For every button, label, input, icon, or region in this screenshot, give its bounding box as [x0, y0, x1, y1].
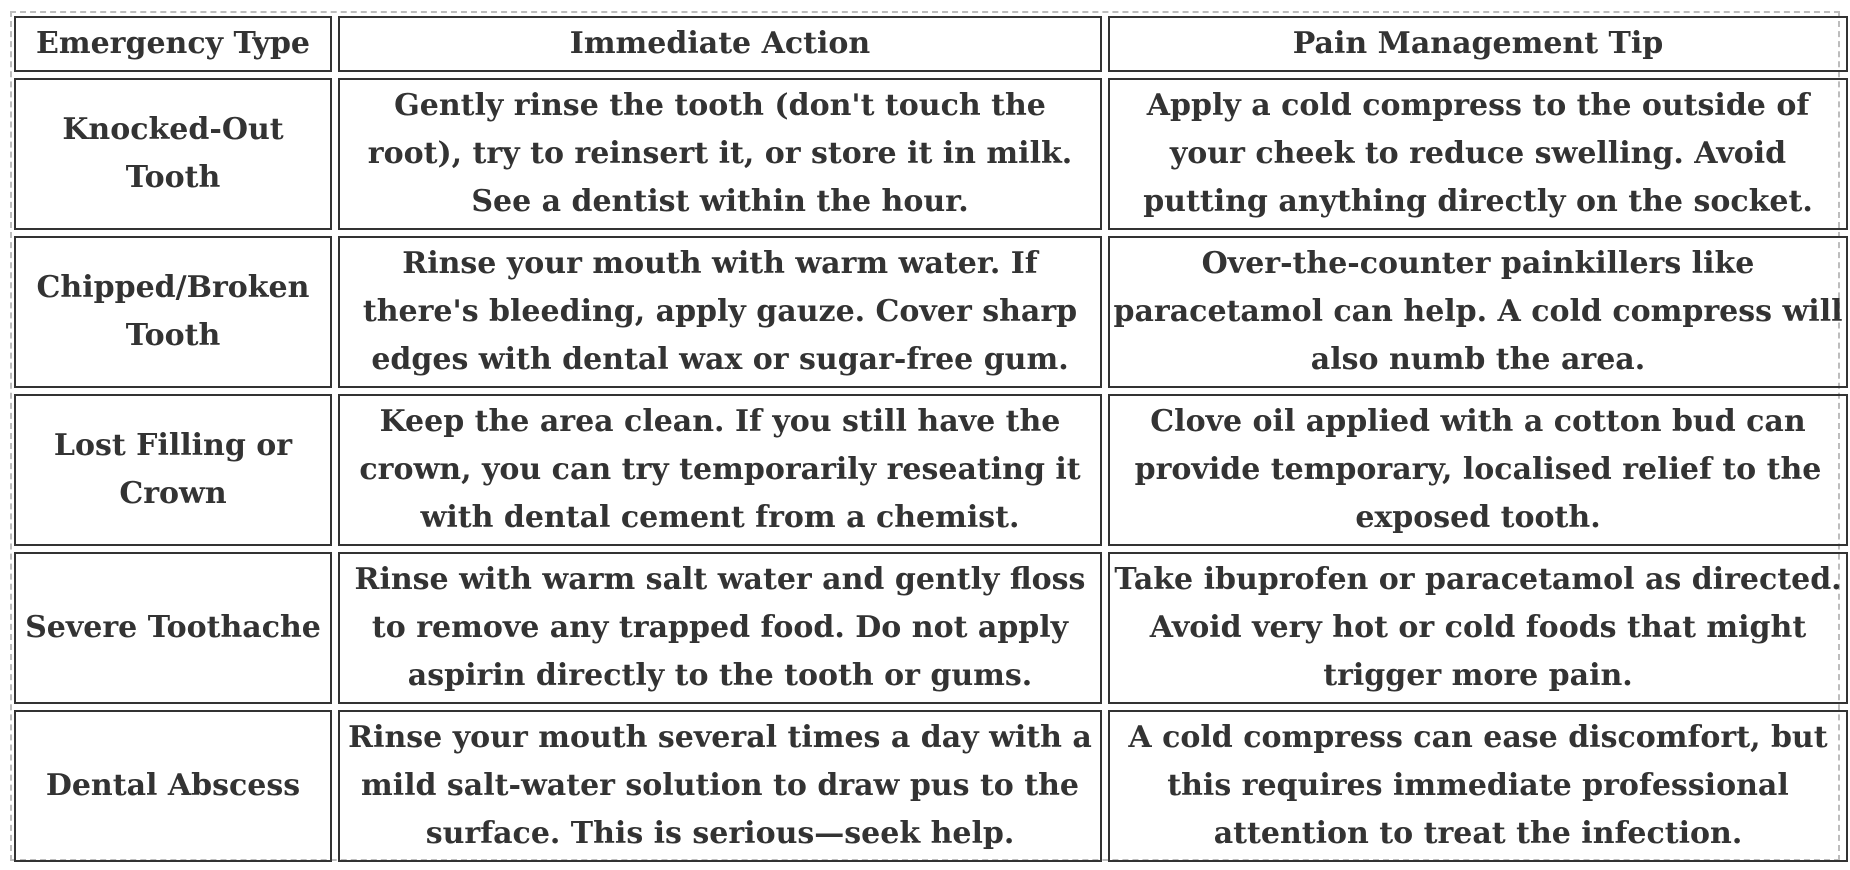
- cell-pain-management-tip: Over-the-counter painkillers like paracetamol can help. A cold compress will also numb the area.: [1108, 236, 1848, 388]
- table-row: [14, 78, 1848, 230]
- cell-emergency-type: Lost Filling or Crown: [14, 394, 332, 546]
- cell-emergency-type: Dental Abscess: [14, 710, 332, 862]
- header-pain-management-tip: Pain Management Tip: [1108, 16, 1848, 72]
- cell-emergency-type: Chipped/Broken Tooth: [14, 236, 332, 388]
- emergency-table: [8, 10, 1850, 868]
- cell-immediate-action: Rinse your mouth with warm water. If there's bleeding, apply gauze. Cover sharp edges with dental wax or sugar-free gum.: [338, 236, 1102, 388]
- table-row: [14, 394, 1848, 546]
- table-row: [14, 236, 1848, 388]
- cell-immediate-action: Keep the area clean. If you still have the crown, you can try temporarily reseating it with dental cement from a chemist.: [338, 394, 1102, 546]
- cell-emergency-type: Severe Toothache: [14, 552, 332, 704]
- table-row: [14, 552, 1848, 704]
- cell-pain-management-tip: Apply a cold compress to the outside of your cheek to reduce swelling. Avoid putting anything directly on the socket.: [1108, 78, 1848, 230]
- header-emergency-type: Emergency Type: [14, 16, 332, 72]
- cell-immediate-action: Rinse with warm salt water and gently floss to remove any trapped food. Do not apply aspirin directly to the tooth or gums.: [338, 552, 1102, 704]
- header-row: [14, 16, 1848, 72]
- cell-pain-management-tip: A cold compress can ease discomfort, but this requires immediate professional attention to treat the infection.: [1108, 710, 1848, 862]
- table-row: [14, 710, 1848, 862]
- cell-emergency-type: Knocked-Out Tooth: [14, 78, 332, 230]
- header-immediate-action: Immediate Action: [338, 16, 1102, 72]
- cell-immediate-action: Gently rinse the tooth (don't touch the root), try to reinsert it, or store it in milk. See a dentist within the hour.: [338, 78, 1102, 230]
- cell-pain-management-tip: Take ibuprofen or paracetamol as directed. Avoid very hot or cold foods that might trigger more pain.: [1108, 552, 1848, 704]
- cell-immediate-action: Rinse your mouth several times a day with a mild salt-water solution to draw pus to the surface. This is serious—seek help.: [338, 710, 1102, 862]
- cell-pain-management-tip: Clove oil applied with a cotton bud can provide temporary, localised relief to the exposed tooth.: [1108, 394, 1848, 546]
